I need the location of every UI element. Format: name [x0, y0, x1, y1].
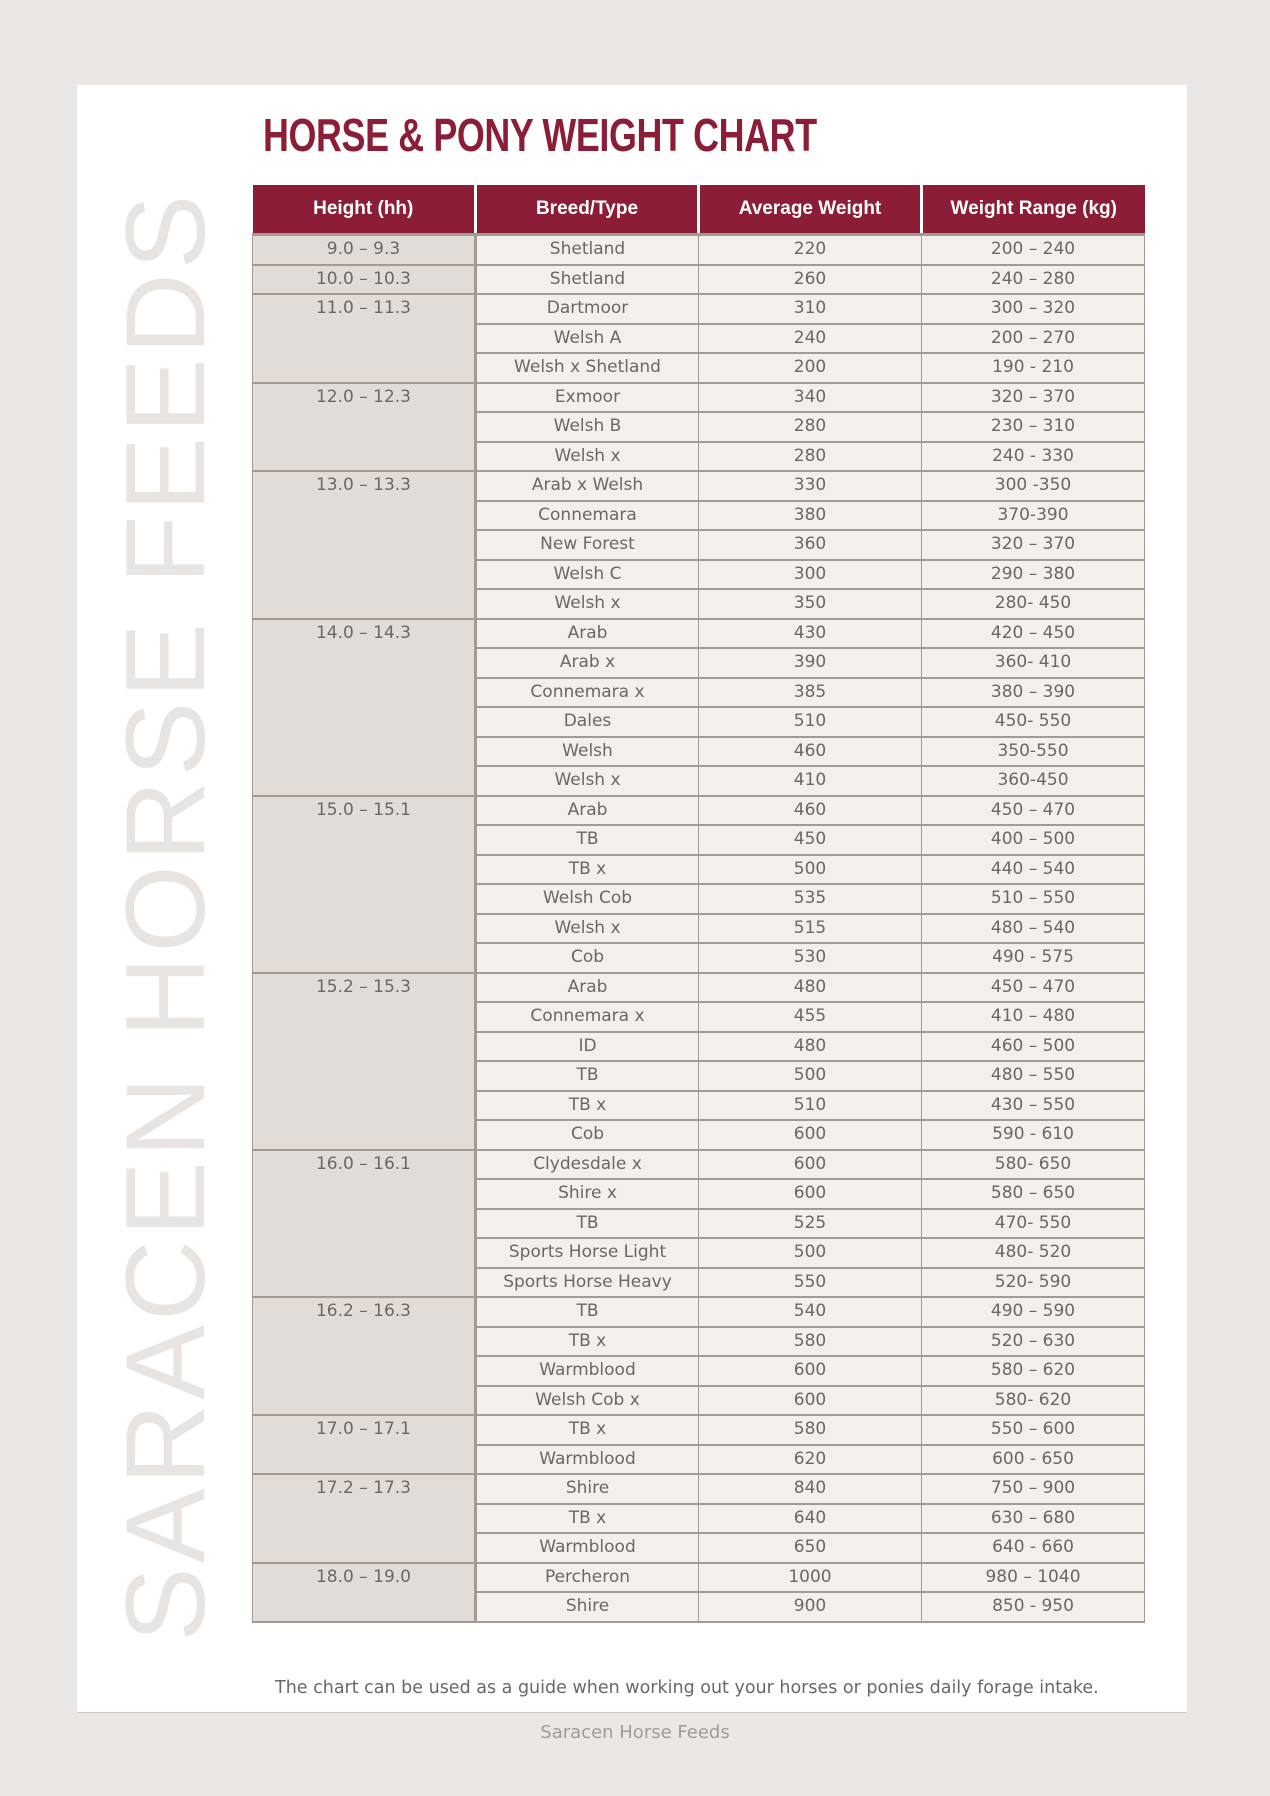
weight-range-cell: 450- 550: [922, 707, 1145, 737]
average-weight-cell: 360: [699, 530, 922, 560]
weight-range-cell: 580 – 620: [922, 1356, 1145, 1386]
height-cell: 11.0 – 11.3: [253, 294, 476, 383]
table-row: [253, 1150, 1145, 1180]
table-row: [253, 1563, 1145, 1593]
breed-cell: Welsh x: [476, 589, 699, 619]
weight-range-cell: 580 – 650: [922, 1179, 1145, 1209]
weight-range-cell: 320 – 370: [922, 383, 1145, 413]
breed-cell: Connemara x: [476, 678, 699, 708]
breed-cell: TB x: [476, 855, 699, 885]
breed-cell: Sports Horse Heavy: [476, 1268, 699, 1298]
average-weight-cell: 260: [699, 265, 922, 295]
weight-range-cell: 360-450: [922, 766, 1145, 796]
weight-range-cell: 750 – 900: [922, 1474, 1145, 1504]
average-weight-cell: 525: [699, 1209, 922, 1239]
weight-range-cell: 590 - 610: [922, 1120, 1145, 1150]
average-weight-cell: 430: [699, 619, 922, 649]
table-row: [253, 1297, 1145, 1327]
table-row: [253, 1474, 1145, 1504]
weight-range-cell: 360- 410: [922, 648, 1145, 678]
average-weight-cell: 330: [699, 471, 922, 501]
footer-divider: [77, 1712, 1187, 1713]
height-cell: 18.0 – 19.0: [253, 1563, 476, 1622]
average-weight-cell: 600: [699, 1386, 922, 1416]
average-weight-cell: 450: [699, 825, 922, 855]
breed-cell: Dartmoor: [476, 294, 699, 324]
average-weight-cell: 480: [699, 973, 922, 1003]
breed-cell: Arab: [476, 796, 699, 826]
breed-cell: TB: [476, 1297, 699, 1327]
table-row: [253, 265, 1145, 295]
weight-range-cell: 630 – 680: [922, 1504, 1145, 1534]
average-weight-cell: 900: [699, 1592, 922, 1622]
breed-cell: Arab x Welsh: [476, 471, 699, 501]
breed-cell: TB x: [476, 1091, 699, 1121]
table-row: [253, 1415, 1145, 1445]
breed-cell: Welsh x: [476, 442, 699, 472]
header-average-weight: Average Weight: [699, 185, 922, 235]
weight-range-cell: 480- 520: [922, 1238, 1145, 1268]
breed-cell: Welsh x: [476, 914, 699, 944]
breed-cell: Shetland: [476, 235, 699, 265]
weight-chart-table: [252, 185, 1145, 1623]
average-weight-cell: 310: [699, 294, 922, 324]
height-cell: 15.0 – 15.1: [253, 796, 476, 973]
average-weight-cell: 480: [699, 1032, 922, 1062]
weight-range-cell: 200 – 240: [922, 235, 1145, 265]
breed-cell: TB x: [476, 1415, 699, 1445]
average-weight-cell: 550: [699, 1268, 922, 1298]
breed-cell: Exmoor: [476, 383, 699, 413]
breed-cell: TB: [476, 1061, 699, 1091]
average-weight-cell: 500: [699, 1061, 922, 1091]
breed-cell: Percheron: [476, 1563, 699, 1593]
breed-cell: Welsh A: [476, 324, 699, 354]
weight-range-cell: 240 – 280: [922, 265, 1145, 295]
average-weight-cell: 220: [699, 235, 922, 265]
breed-cell: Shire x: [476, 1179, 699, 1209]
average-weight-cell: 500: [699, 1238, 922, 1268]
breed-cell: Welsh C: [476, 560, 699, 590]
guide-note: The chart can be used as a guide when working out your horses or ponies daily forage intake.: [275, 1678, 1099, 1698]
height-cell: 9.0 – 9.3: [253, 235, 476, 265]
average-weight-cell: 460: [699, 737, 922, 767]
watermark: SARACEN HORSE FEEDS: [103, 190, 228, 1642]
average-weight-cell: 500: [699, 855, 922, 885]
breed-cell: Welsh B: [476, 412, 699, 442]
weight-range-cell: 440 – 540: [922, 855, 1145, 885]
breed-cell: Shetland: [476, 265, 699, 295]
breed-cell: Sports Horse Light: [476, 1238, 699, 1268]
breed-cell: Arab x: [476, 648, 699, 678]
weight-range-cell: 200 – 270: [922, 324, 1145, 354]
average-weight-cell: 510: [699, 1091, 922, 1121]
weight-range-cell: 450 – 470: [922, 796, 1145, 826]
header-height: Height (hh): [253, 185, 476, 235]
weight-range-cell: 450 – 470: [922, 973, 1145, 1003]
average-weight-cell: 840: [699, 1474, 922, 1504]
breed-cell: Connemara: [476, 501, 699, 531]
weight-range-cell: 480 – 550: [922, 1061, 1145, 1091]
average-weight-cell: 390: [699, 648, 922, 678]
breed-cell: Welsh Cob: [476, 884, 699, 914]
weight-range-cell: 490 – 590: [922, 1297, 1145, 1327]
header-weight-range: Weight Range (kg): [922, 185, 1145, 235]
page-title: HORSE & PONY WEIGHT CHART: [263, 109, 817, 161]
weight-range-cell: 380 – 390: [922, 678, 1145, 708]
table-row: [253, 619, 1145, 649]
weight-range-cell: 300 – 320: [922, 294, 1145, 324]
breed-cell: ID: [476, 1032, 699, 1062]
weight-range-cell: 240 - 330: [922, 442, 1145, 472]
breed-cell: Cob: [476, 943, 699, 973]
average-weight-cell: 240: [699, 324, 922, 354]
weight-range-cell: 640 - 660: [922, 1533, 1145, 1563]
breed-cell: New Forest: [476, 530, 699, 560]
breed-cell: Arab: [476, 973, 699, 1003]
average-weight-cell: 280: [699, 412, 922, 442]
average-weight-cell: 280: [699, 442, 922, 472]
height-cell: 16.2 – 16.3: [253, 1297, 476, 1415]
average-weight-cell: 620: [699, 1445, 922, 1475]
weight-range-cell: 410 – 480: [922, 1002, 1145, 1032]
weight-range-cell: 470- 550: [922, 1209, 1145, 1239]
weight-range-cell: 490 - 575: [922, 943, 1145, 973]
height-cell: 17.2 – 17.3: [253, 1474, 476, 1563]
weight-range-cell: 850 - 950: [922, 1592, 1145, 1622]
weight-range-cell: 400 – 500: [922, 825, 1145, 855]
weight-range-cell: 190 - 210: [922, 353, 1145, 383]
weight-range-cell: 430 – 550: [922, 1091, 1145, 1121]
average-weight-cell: 535: [699, 884, 922, 914]
weight-range-cell: 320 – 370: [922, 530, 1145, 560]
height-cell: 13.0 – 13.3: [253, 471, 476, 619]
breed-cell: Connemara x: [476, 1002, 699, 1032]
height-cell: 14.0 – 14.3: [253, 619, 476, 796]
breed-cell: TB x: [476, 1327, 699, 1357]
average-weight-cell: 600: [699, 1150, 922, 1180]
breed-cell: TB: [476, 1209, 699, 1239]
height-cell: 10.0 – 10.3: [253, 265, 476, 295]
breed-cell: Welsh Cob x: [476, 1386, 699, 1416]
height-cell: 16.0 – 16.1: [253, 1150, 476, 1298]
weight-range-cell: 290 – 380: [922, 560, 1145, 590]
weight-range-cell: 300 -350: [922, 471, 1145, 501]
table-body: [253, 235, 1145, 1622]
height-cell: 17.0 – 17.1: [253, 1415, 476, 1474]
breed-cell: Welsh x: [476, 766, 699, 796]
breed-cell: Arab: [476, 619, 699, 649]
weight-range-cell: 460 – 500: [922, 1032, 1145, 1062]
table-row: [253, 796, 1145, 826]
average-weight-cell: 580: [699, 1327, 922, 1357]
table-row: [253, 471, 1145, 501]
breed-cell: Clydesdale x: [476, 1150, 699, 1180]
height-cell: 12.0 – 12.3: [253, 383, 476, 472]
weight-range-cell: 600 - 650: [922, 1445, 1145, 1475]
average-weight-cell: 600: [699, 1120, 922, 1150]
average-weight-cell: 455: [699, 1002, 922, 1032]
weight-range-cell: 350-550: [922, 737, 1145, 767]
weight-range-cell: 580- 650: [922, 1150, 1145, 1180]
average-weight-cell: 380: [699, 501, 922, 531]
breed-cell: Welsh: [476, 737, 699, 767]
breed-cell: Welsh x Shetland: [476, 353, 699, 383]
table-row: [253, 383, 1145, 413]
breed-cell: Shire: [476, 1474, 699, 1504]
average-weight-cell: 600: [699, 1179, 922, 1209]
average-weight-cell: 200: [699, 353, 922, 383]
breed-cell: Warmblood: [476, 1356, 699, 1386]
footer-brand: Saracen Horse Feeds: [540, 1722, 730, 1743]
breed-cell: TB x: [476, 1504, 699, 1534]
average-weight-cell: 540: [699, 1297, 922, 1327]
weight-range-cell: 580- 620: [922, 1386, 1145, 1416]
average-weight-cell: 580: [699, 1415, 922, 1445]
weight-range-cell: 370-390: [922, 501, 1145, 531]
table-row: [253, 235, 1145, 265]
breed-cell: Dales: [476, 707, 699, 737]
table-row: [253, 294, 1145, 324]
weight-range-cell: 550 – 600: [922, 1415, 1145, 1445]
average-weight-cell: 600: [699, 1356, 922, 1386]
average-weight-cell: 410: [699, 766, 922, 796]
average-weight-cell: 350: [699, 589, 922, 619]
average-weight-cell: 640: [699, 1504, 922, 1534]
average-weight-cell: 385: [699, 678, 922, 708]
weight-range-cell: 980 – 1040: [922, 1563, 1145, 1593]
table-row: [253, 973, 1145, 1003]
average-weight-cell: 515: [699, 914, 922, 944]
weight-range-cell: 510 – 550: [922, 884, 1145, 914]
breed-cell: Shire: [476, 1592, 699, 1622]
weight-range-cell: 230 – 310: [922, 412, 1145, 442]
breed-cell: TB: [476, 825, 699, 855]
weight-range-cell: 520 – 630: [922, 1327, 1145, 1357]
breed-cell: Warmblood: [476, 1533, 699, 1563]
height-cell: 15.2 – 15.3: [253, 973, 476, 1150]
average-weight-cell: 460: [699, 796, 922, 826]
breed-cell: Cob: [476, 1120, 699, 1150]
header-breed: Breed/Type: [476, 185, 699, 235]
average-weight-cell: 530: [699, 943, 922, 973]
average-weight-cell: 650: [699, 1533, 922, 1563]
average-weight-cell: 340: [699, 383, 922, 413]
average-weight-cell: 300: [699, 560, 922, 590]
breed-cell: Warmblood: [476, 1445, 699, 1475]
weight-range-cell: 520- 590: [922, 1268, 1145, 1298]
average-weight-cell: 1000: [699, 1563, 922, 1593]
average-weight-cell: 510: [699, 707, 922, 737]
weight-range-cell: 280- 450: [922, 589, 1145, 619]
header-row: [253, 185, 1145, 235]
weight-range-cell: 420 – 450: [922, 619, 1145, 649]
weight-range-cell: 480 – 540: [922, 914, 1145, 944]
